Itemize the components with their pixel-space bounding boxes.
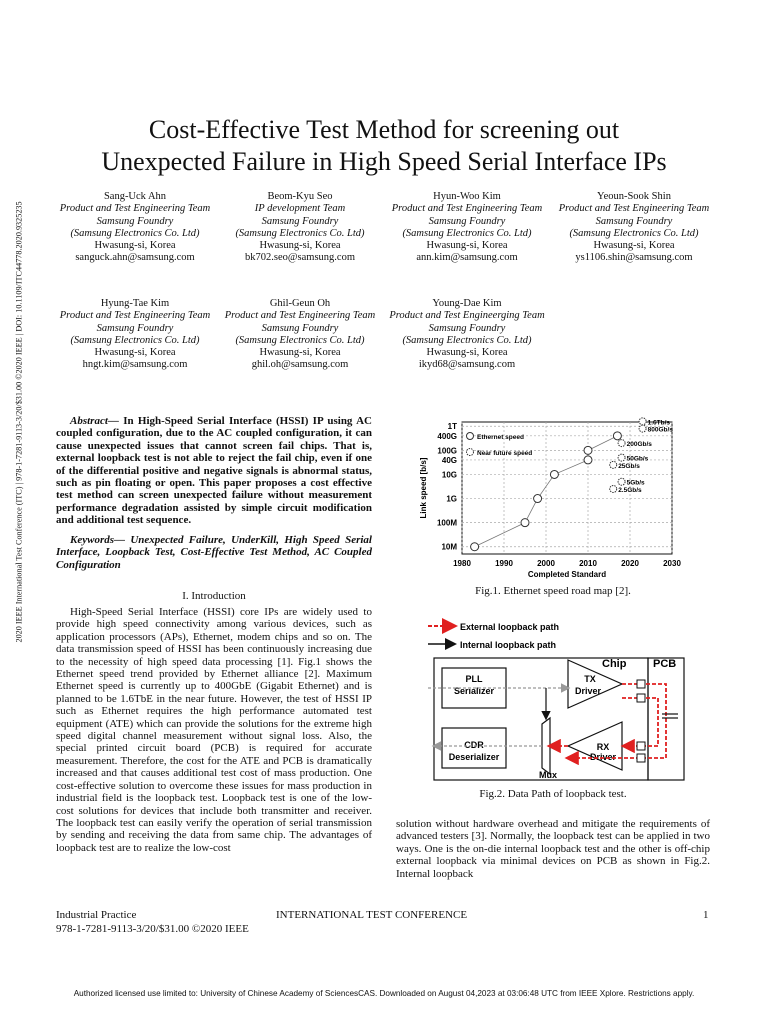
abstract bbox=[56, 415, 372, 527]
ac-cap-tx bbox=[637, 680, 645, 688]
mux-label: Mux bbox=[539, 770, 557, 780]
x-tick-label: 1980 bbox=[453, 559, 471, 568]
y-tick-label: 400G bbox=[437, 431, 457, 441]
right-column-text bbox=[396, 818, 710, 880]
author-team: IP development Team bbox=[254, 203, 346, 215]
tx-driver-label: Driver bbox=[574, 686, 602, 696]
fig1-caption: Fig.1. Ethernet speed road map [2]. bbox=[475, 585, 631, 597]
ethernet-point bbox=[584, 446, 592, 454]
author-name: Yeoun-Sook Shin bbox=[597, 191, 671, 202]
author-org: Samsung Foundry bbox=[261, 322, 339, 334]
rx-driver bbox=[568, 722, 622, 770]
future-point-label: 800Gb/s bbox=[647, 426, 673, 434]
section-heading: I. Introduction bbox=[182, 590, 246, 602]
rx-label: RX bbox=[596, 742, 610, 752]
author-company: (Samsung Electronics Co. Ltd) bbox=[235, 227, 365, 239]
y-tick-label: 10M bbox=[441, 542, 457, 552]
authorization-notice: Authorized licensed use limited to: University of Chinese Academy of SciencesCAS. Downloaded on August 04,2023 at 03:06:48 UTC from IEEE Xplore. Restrictions apply. bbox=[73, 989, 695, 998]
legend-external-label: External loopback path bbox=[460, 622, 560, 632]
title-line-1: Cost-Effective Test Method for screening out bbox=[148, 115, 620, 144]
author-team: Product and Test Engineering Team bbox=[59, 203, 211, 215]
author-company: (Samsung Electronics Co. Ltd) bbox=[402, 334, 532, 346]
author-team: Product and Test Engineering Team bbox=[224, 310, 376, 322]
ethernet-point bbox=[550, 470, 558, 478]
keywords bbox=[56, 534, 372, 571]
fig2-diagram bbox=[428, 614, 690, 786]
author-email[interactable]: ikyd68@samsung.com bbox=[418, 359, 516, 371]
author-location: Hwasung-si, Korea bbox=[259, 240, 341, 252]
author-org: Samsung Foundry bbox=[428, 215, 506, 227]
x-tick-label: 2030 bbox=[663, 559, 681, 568]
author-name: Hyun-Woo Kim bbox=[433, 191, 501, 202]
footer-center: INTERNATIONAL TEST CONFERENCE bbox=[276, 909, 468, 921]
paper-title bbox=[0, 114, 768, 178]
future-point bbox=[610, 461, 617, 468]
footer-page: 1 bbox=[703, 909, 709, 921]
y-tick-label: 1G bbox=[446, 494, 457, 504]
author-location: Hwasung-si, Korea bbox=[426, 240, 508, 252]
ac-cap-rx bbox=[637, 742, 645, 750]
legend-future-marker bbox=[467, 449, 474, 456]
y-tick-label: 40G bbox=[441, 455, 457, 465]
x-tick-label: 2020 bbox=[621, 559, 639, 568]
author-block bbox=[215, 298, 385, 372]
keywords-text: Keywords— Unexpected Failure, UnderKill, High Speed Serial Interface, Loopback Test, Cost-Effective Test Method, AC Coupled Configuration bbox=[56, 534, 372, 571]
author-team: Product and Test Engineering Team bbox=[391, 203, 543, 215]
pcb-label: PCB bbox=[653, 658, 677, 670]
x-tick-label: 1990 bbox=[495, 559, 513, 568]
author-location: Hwasung-si, Korea bbox=[259, 347, 341, 359]
ethernet-point bbox=[613, 432, 621, 440]
author-block bbox=[50, 298, 220, 372]
author-team: Product and Test Engineerging Team bbox=[389, 310, 545, 322]
author-company: (Samsung Electronics Co. Ltd) bbox=[235, 334, 365, 346]
author-company: (Samsung Electronics Co. Ltd) bbox=[70, 334, 200, 346]
fig1-chart bbox=[412, 414, 712, 586]
author-name: Young-Dae Kim bbox=[432, 298, 502, 309]
author-block bbox=[382, 191, 552, 265]
legend-future-label: Near future speed bbox=[477, 450, 533, 457]
future-point-label: 1.6Tb/s bbox=[647, 419, 671, 427]
author-name: Ghil-Geun Oh bbox=[269, 298, 331, 309]
future-point-label: 200Gb/s bbox=[626, 441, 652, 449]
author-email[interactable]: hngt.kim@samsung.com bbox=[82, 359, 188, 371]
external-loop-path-p bbox=[622, 698, 658, 746]
author-org: Samsung Foundry bbox=[96, 215, 174, 227]
x-tick-label: 2000 bbox=[537, 559, 555, 568]
y-tick-label: 100M bbox=[436, 518, 457, 528]
fig2-caption: Fig.2. Data Path of loopback test. bbox=[479, 788, 627, 800]
doi-sidebar: 2020 IEEE International Test Conference (ITC) | 978-1-7281-9113-3/20/$31.00 ©2020 IEEE | DOI: 10.1109/ITC44778.2020.9325235 bbox=[14, 201, 24, 643]
abstract-lead: Abstract— bbox=[70, 415, 119, 427]
deserializer-label: Deserializer bbox=[448, 752, 500, 762]
title-line-2: Unexpected Failure in High Speed Serial Interface IPs bbox=[101, 147, 667, 176]
author-email[interactable]: sanguck.ahn@samsung.com bbox=[75, 252, 195, 264]
author-team: Product and Test Engineering Team bbox=[59, 310, 211, 322]
intro-paragraph: High-Speed Serial Interface (HSSI) core IPs are widely used to provide high speed connectivity among various devices, such as application processors (APs), Ethernet, modem chips and so on. The data transmission speed of HSSI has been continuously increasing due to the necessity of high speed data processing [1]. Fig.1 shows the Ethernet speed trend provided by Ethernet alliance [2]. Maximum Ethernet speed is currently up to 400GbE (Gigabit Ethernet) and is planned to be 1.6TbE in the near future. However, the test of HSSI IP such as Ethernet requires the high performance automated test equipment (ATE) which can provide the solutions for the extreme high speed digital channel measurement without signal loss. Also, the special printed circuit board (PCB) is required for accurate measurement. Therefore, the cost for the ATE and PCB is dramatically increased and that causes additional test cost of mass production. One cost-effective solution to overcome these issues for mass production in industrial field is the loopback test. Loopback test is one of the low-cost solutions for devices that include both transmitter and receiver. The loopback test can easily verify the operation of serial transmission by sending and receiving the data from same chip. The advantages of loopback test are to realize the low-cost bbox=[56, 606, 372, 854]
author-block bbox=[215, 191, 385, 265]
author-email[interactable]: ann.kim@samsung.com bbox=[416, 252, 518, 264]
author-location: Hwasung-si, Korea bbox=[593, 240, 675, 252]
author-email[interactable]: ghil.oh@samsung.com bbox=[251, 359, 349, 371]
ethernet-point bbox=[471, 543, 479, 551]
pll-label: PLL bbox=[465, 674, 483, 684]
right-paragraph: solution without hardware overhead and mitigate the requirements of advanced testers [3]. Normally, the loopback test can be applied in two ways. One is the on-die internal loopback test and the other is off-chip external loopback via minimal devices on PCB as shown in Fig.2. Internal loopback bbox=[396, 818, 710, 880]
intro-text bbox=[56, 606, 372, 854]
x-axis-label: Completed Standard bbox=[527, 570, 607, 579]
ac-cap-rx2 bbox=[637, 754, 645, 762]
author-org: Samsung Foundry bbox=[428, 322, 506, 334]
author-name: Sang-Uck Ahn bbox=[103, 191, 167, 202]
author-block bbox=[382, 298, 552, 372]
author-email[interactable]: bk702.seo@samsung.com bbox=[245, 252, 355, 264]
y-tick-label: 10G bbox=[441, 470, 457, 480]
chip-label: Chip bbox=[602, 658, 627, 670]
future-point-label: 5Gb/s bbox=[626, 479, 645, 487]
future-point bbox=[618, 454, 625, 461]
legend-ethernet-label: Ethernet speed bbox=[477, 434, 524, 441]
y-axis-label: Link speed [b/s] bbox=[419, 457, 428, 519]
author-company: (Samsung Electronics Co. Ltd) bbox=[569, 227, 699, 239]
ac-cap-tx2 bbox=[637, 694, 645, 702]
ethernet-point bbox=[584, 456, 592, 464]
y-tick-label: 100G bbox=[437, 446, 457, 456]
legend-ethernet-marker bbox=[467, 433, 474, 440]
future-point bbox=[618, 440, 625, 447]
future-point-label: 25Gb/s bbox=[618, 462, 640, 470]
author-block bbox=[549, 191, 719, 265]
footer-left: Industrial Practice bbox=[56, 909, 137, 921]
future-point bbox=[610, 485, 617, 492]
rx-driver-label: Driver bbox=[589, 752, 617, 762]
future-point bbox=[618, 478, 625, 485]
author-location: Hwasung-si, Korea bbox=[94, 347, 176, 359]
cdr-label: CDR bbox=[464, 740, 484, 750]
ethernet-point bbox=[521, 519, 529, 527]
author-location: Hwasung-si, Korea bbox=[94, 240, 176, 252]
author-name: Beom-Kyu Seo bbox=[267, 191, 333, 202]
legend-internal-label: Internal loopback path bbox=[460, 640, 557, 650]
future-point-label: 2.5Gb/s bbox=[618, 486, 642, 494]
future-point bbox=[639, 418, 646, 425]
author-org: Samsung Foundry bbox=[595, 215, 673, 227]
ethernet-point bbox=[534, 495, 542, 503]
serializer-label: Serializer bbox=[453, 686, 495, 696]
author-team: Product and Test Engineering Team bbox=[558, 203, 710, 215]
y-tick-label: 1T bbox=[447, 422, 457, 432]
mux bbox=[542, 718, 550, 774]
x-tick-label: 2010 bbox=[579, 559, 597, 568]
author-company: (Samsung Electronics Co. Ltd) bbox=[70, 227, 200, 239]
author-org: Samsung Foundry bbox=[96, 322, 174, 334]
footer-isbn: 978-1-7281-9113-3/20/$31.00 ©2020 IEEE bbox=[56, 923, 249, 935]
author-name: Hyung-Tae Kim bbox=[100, 298, 170, 309]
author-location: Hwasung-si, Korea bbox=[426, 347, 508, 359]
author-block bbox=[50, 191, 220, 265]
author-company: (Samsung Electronics Co. Ltd) bbox=[402, 227, 532, 239]
future-point bbox=[639, 425, 646, 432]
author-org: Samsung Foundry bbox=[261, 215, 339, 227]
future-point-label: 50Gb/s bbox=[626, 455, 649, 463]
abstract-body: In High-Speed Serial Interface (HSSI) IP using AC coupled configuration, due to the AC coupled configuration, it can cause unexpected issues that cannot screen fail chips. That is, external loopback test is not able to reject the fail chip, even if one of the differential positive and negative signals is abnormal status, such as pin floating or open. This paper proposes a cost effective test method can screen unexpected failure without measurement performance degradation assisted by simple circuit modification and additional test sequence. bbox=[56, 415, 373, 527]
tx-label: TX bbox=[584, 674, 596, 684]
author-email[interactable]: ys1106.shin@samsung.com bbox=[575, 252, 693, 264]
